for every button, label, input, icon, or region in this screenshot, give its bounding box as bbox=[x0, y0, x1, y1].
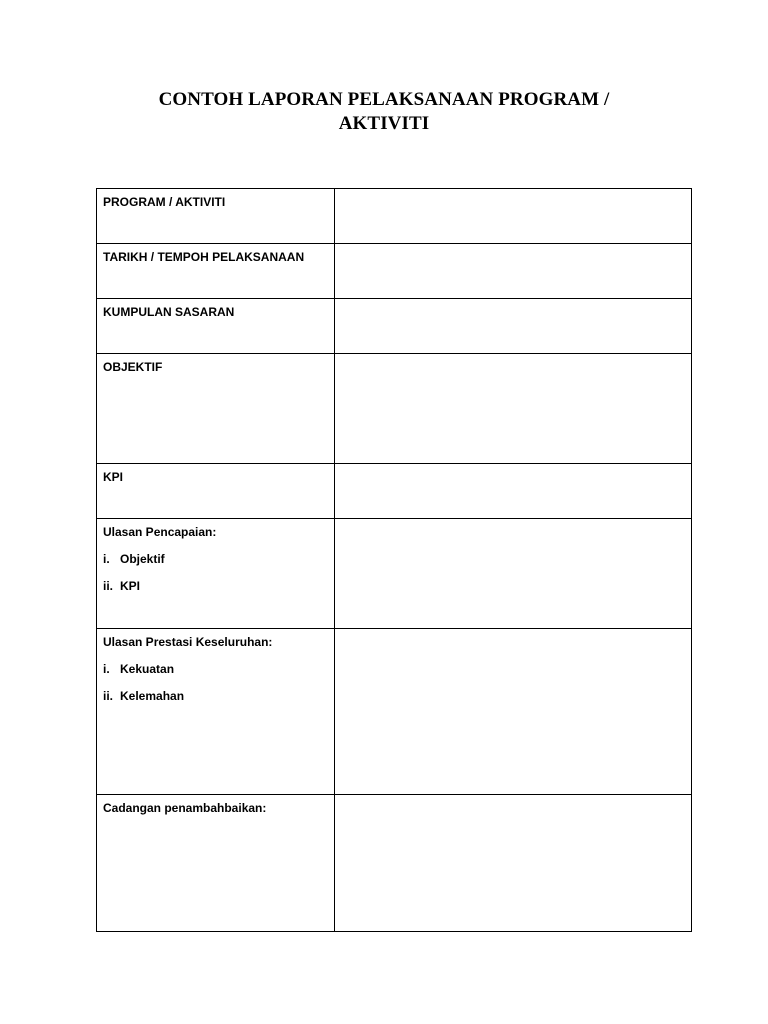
list-item bbox=[103, 689, 328, 704]
label-objektif: OBJEKTIF bbox=[97, 354, 335, 464]
label-kumpulan-sasaran: KUMPULAN SASARAN bbox=[97, 299, 335, 354]
document-title bbox=[0, 88, 768, 136]
list-item bbox=[103, 662, 328, 677]
list-item bbox=[103, 552, 328, 567]
field-objektif[interactable] bbox=[335, 354, 692, 464]
label-kpi: KPI bbox=[97, 464, 335, 519]
label-ulasan-pencapaian-cell bbox=[97, 519, 335, 629]
report-form-table bbox=[96, 188, 692, 932]
label-cadangan: Cadangan penambahbaikan: bbox=[97, 795, 335, 932]
list-item-text: Objektif bbox=[120, 552, 165, 566]
list-item-text: Kekuatan bbox=[120, 662, 175, 676]
label-tarikh-tempoh: TARIKH / TEMPOH PELAKSANAAN bbox=[97, 244, 335, 299]
row-tarikh-tempoh bbox=[97, 244, 692, 299]
field-tarikh-tempoh[interactable] bbox=[335, 244, 692, 299]
document-title-line-2: AKTIVITI bbox=[338, 113, 430, 134]
field-cadangan[interactable] bbox=[335, 795, 692, 932]
list-item bbox=[103, 579, 328, 594]
row-objektif bbox=[97, 354, 692, 464]
list-item-text: KPI bbox=[120, 579, 141, 593]
label-program-aktiviti: PROGRAM / AKTIVITI bbox=[97, 189, 335, 244]
list-item-number: ii. bbox=[103, 579, 114, 593]
list-item-number: i. bbox=[103, 552, 110, 566]
label-ulasan-pencapaian: Ulasan Pencapaian: bbox=[103, 525, 217, 539]
field-ulasan-pencapaian[interactable] bbox=[335, 519, 692, 629]
field-ulasan-prestasi[interactable] bbox=[335, 629, 692, 795]
list-item-text: Kelemahan bbox=[120, 689, 185, 703]
field-program-aktiviti[interactable] bbox=[335, 189, 692, 244]
label-ulasan-prestasi-cell bbox=[97, 629, 335, 795]
row-ulasan-pencapaian bbox=[97, 519, 692, 629]
row-kumpulan-sasaran bbox=[97, 299, 692, 354]
row-ulasan-prestasi bbox=[97, 629, 692, 795]
row-program-aktiviti bbox=[97, 189, 692, 244]
row-cadangan bbox=[97, 795, 692, 932]
label-ulasan-prestasi: Ulasan Prestasi Keseluruhan: bbox=[103, 635, 273, 649]
field-kumpulan-sasaran[interactable] bbox=[335, 299, 692, 354]
field-kpi[interactable] bbox=[335, 464, 692, 519]
document-title-line-1: CONTOH LAPORAN PELAKSANAAN PROGRAM / bbox=[158, 89, 610, 110]
row-kpi bbox=[97, 464, 692, 519]
list-item-number: ii. bbox=[103, 689, 114, 703]
list-item-number: i. bbox=[103, 662, 110, 676]
